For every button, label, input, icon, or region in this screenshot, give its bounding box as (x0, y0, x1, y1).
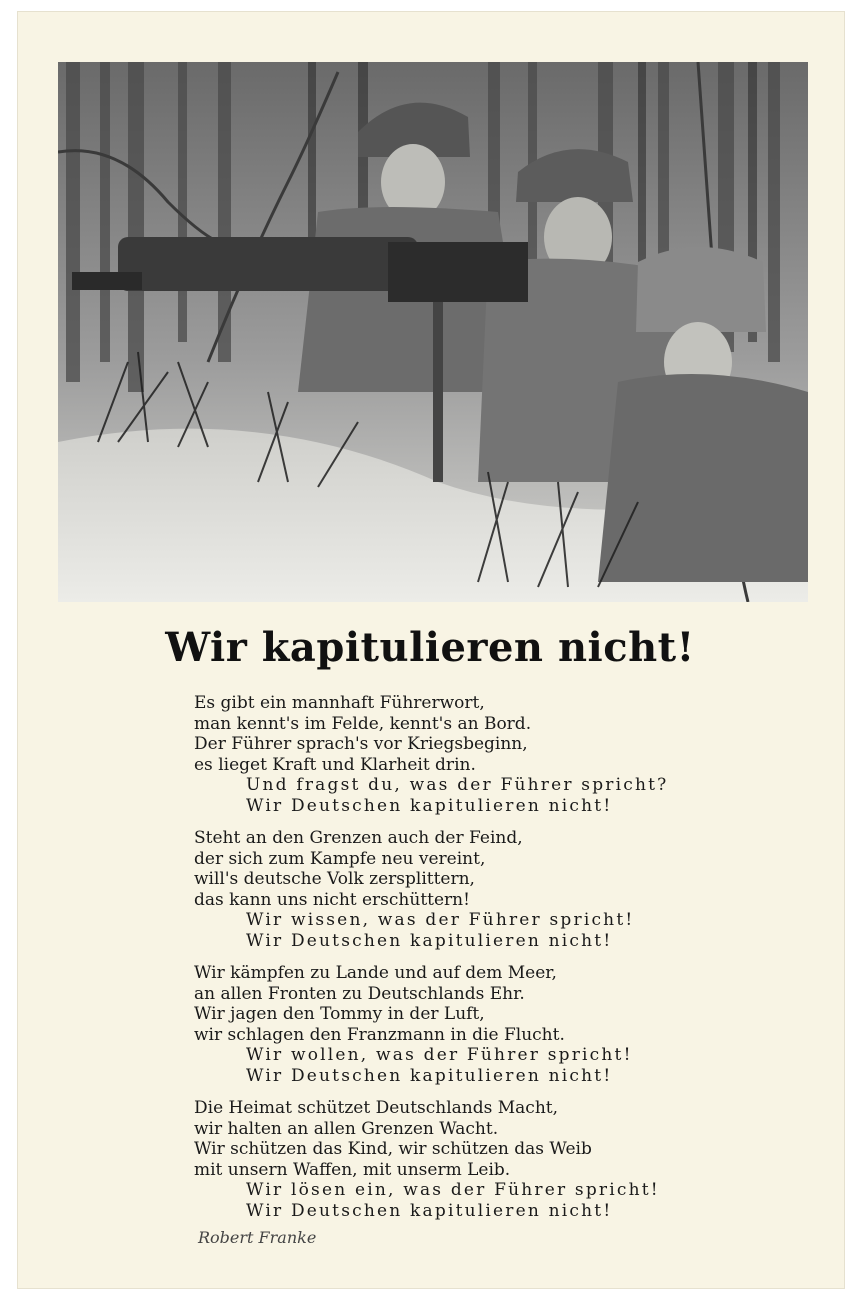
poem-body (194, 693, 794, 1233)
stanza (194, 828, 794, 951)
poem-line: Wir kämpfen zu Lande und auf dem Meer, (194, 963, 557, 983)
poem-line: man kennt's im Felde, kennt's an Bord. (194, 713, 532, 734)
poem-line: Steht an den Grenzen auch der Feind, (194, 828, 523, 848)
poem-line: wir schlagen den Franzmann in die Flucht. (194, 1024, 565, 1045)
poem-line: Es gibt ein mannhaft Führerwort, (194, 693, 485, 713)
poem-line: es lieget Kraft und Klarheit drin. (194, 754, 476, 775)
poem-line: an allen Fronten zu Deutschlands Ehr. (194, 983, 525, 1004)
poem-line: das kann uns nicht erschüttern! (194, 889, 470, 910)
poem-line: der sich zum Kampfe neu vereint, (194, 848, 486, 869)
refrain-line: Und fragst du, was der Führer spricht? (246, 775, 669, 795)
poem-line: Die Heimat schützet Deutschlands Macht, (194, 1098, 559, 1118)
refrain-line: Wir Deutschen kapitulieren nicht! (246, 795, 613, 816)
poem-line: Der Führer sprach's vor Kriegsbeginn, (194, 734, 528, 754)
refrain-line: Wir lösen ein, was der Führer spricht! (246, 1180, 660, 1200)
refrain-line: Wir Deutschen kapitulieren nicht! (246, 930, 613, 951)
poem-line: will's deutsche Volk zersplittern, (194, 869, 475, 889)
refrain-line: Wir Deutschen kapitulieren nicht! (246, 1200, 613, 1221)
stanza (194, 963, 794, 1086)
poem-line: Wir jagen den Tommy in der Luft, (194, 1004, 485, 1024)
stanza (194, 693, 794, 816)
poem-line: wir halten an allen Grenzen Wacht. (194, 1118, 499, 1139)
refrain-line: Wir Deutschen kapitulieren nicht! (246, 1065, 613, 1086)
stanza (194, 1098, 794, 1221)
refrain-line: Wir wissen, was der Führer spricht! (246, 910, 635, 930)
poem-title: Wir kapitulieren nicht! (165, 624, 695, 671)
poem-line: Wir schützen das Kind, wir schützen das Weib (194, 1139, 592, 1159)
soldiers-illustration (58, 62, 808, 602)
refrain-line: Wir wollen, was der Führer spricht! (246, 1045, 633, 1065)
poem-line: mit unsern Waffen, mit unserm Leib. (194, 1159, 511, 1180)
poem-author: Robert Franke (198, 1228, 317, 1247)
